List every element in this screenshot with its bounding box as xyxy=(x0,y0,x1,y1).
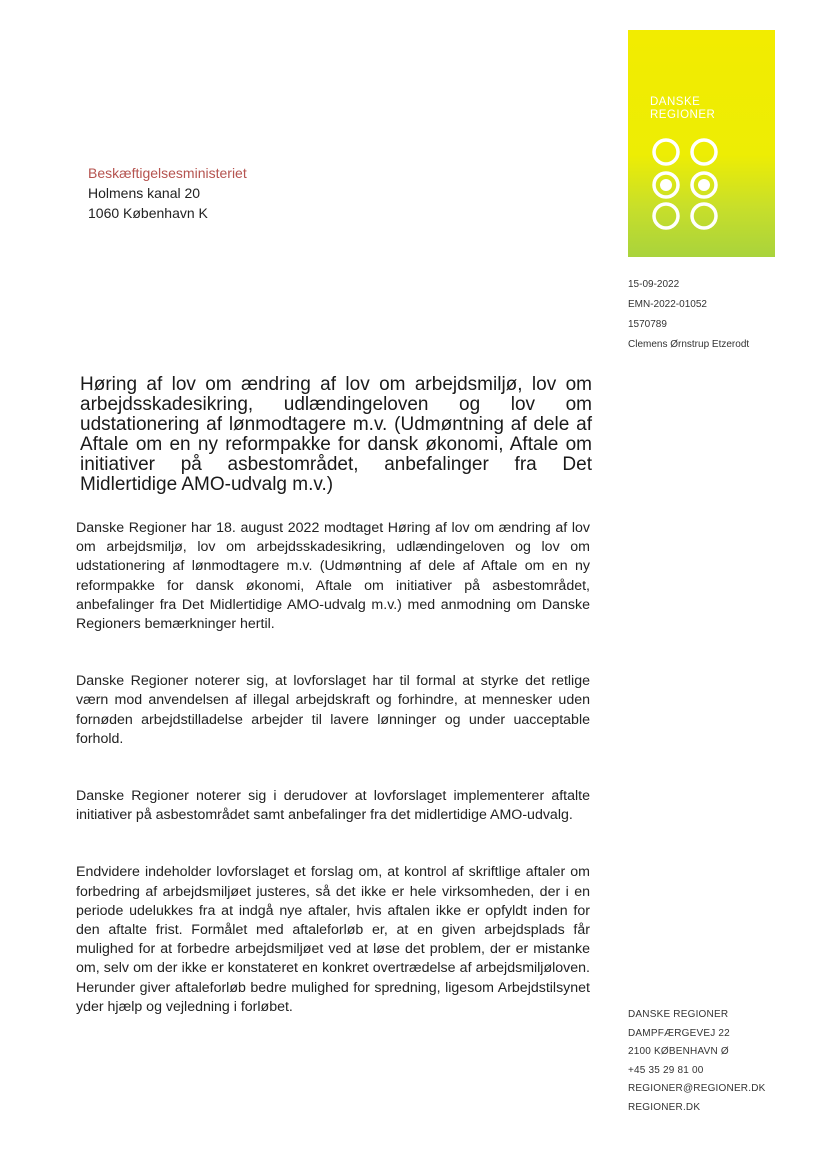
sender-footer xyxy=(628,1006,766,1117)
meta-case-number: EMN-2022-01052 xyxy=(628,299,707,310)
meta-date: 15-09-2022 xyxy=(628,279,680,290)
meta-author: Clemens Ørnstrup Etzerodt xyxy=(628,339,750,350)
logo-circles-icon xyxy=(628,30,775,257)
logo-line-1: DANSKE xyxy=(650,96,701,108)
document-title: Høring af lov om ændring af lov om arbejdsmiljø, lov om arbejdsskadesikring, udlændingeloven og lov om udstationering af lønmodtagere m.v. (Udmøntning af dele af Aftale om en ny reformpakke for dansk økonomi, Aftale om initiativer på asbestområdet, anbefalinger fra Det Midlertidige AMO-udvalg m.v.) xyxy=(80,374,592,495)
meta-document-number: 1570789 xyxy=(628,319,667,330)
footer-street: DAMPFÆRGEVEJ 22 xyxy=(628,1027,730,1039)
footer-web: REGIONER.DK xyxy=(628,1101,701,1113)
footer-org: DANSKE REGIONER xyxy=(628,1009,729,1020)
footer-phone: +45 35 29 81 00 xyxy=(628,1064,704,1076)
body-paragraph: Danske Regioner noterer sig i derudover at lovforslaget implementerer aftalte initiativer på asbestområdet samt anbefalinger fra det midlertidige AMO-udvalg. xyxy=(76,788,590,824)
danske-regioner-logo xyxy=(628,30,775,257)
logo-line-2: REGIONER xyxy=(650,109,716,121)
body-paragraph: Danske Regioner noterer sig, at lovforslaget har til formal at styrke det retlige værn mod anvendelsen af illegal arbejdskraft og forhindre, at mennesker uden fornøden arbejdstilladelse arbejder til lavere lønninger og under uacceptable forhold. xyxy=(76,673,590,747)
footer-email: REGIONER@REGIONER.DK xyxy=(628,1083,766,1094)
document-body xyxy=(76,519,590,1055)
recipient-city: 1060 København K xyxy=(88,205,208,221)
body-paragraph: Endvidere indeholder lovforslaget et forslag om, at kontrol af skriftlige aftaler om forbedring af arbejdsmiljøet justeres, så det ikke er hele virksomheden, der i en periode udelukkes fra at indgå nye aftaler, hvis aftalen ikke er opfyldt inden for den aftalte frist. Formålet med aftaleforløb er, at en given arbejdsplads får mulighed for at forbedre arbejdsmiljøet ved at løse det problem, der er mistanke om, selv om der ikke er konstateret en konkret overtrædelse af arbejdsmiljøloven. Herunder giver aftaleforløb bedre mulighed for spredning, ligesom Arbejdstilsynet yder hjælp og vejledning i forløbet. xyxy=(76,864,590,1015)
body-paragraph: Danske Regioner har 18. august 2022 modtaget Høring af lov om ændring af lov om arbejdsmiljø, lov om arbejdsskadesikring, udlændingeloven og lov om udstationering af lønmodtagere m.v. (Udmøntning af dele af Aftale om en ny reformpakke for dansk økonomi, Aftale om initiativer på asbestområdet, anbefalinger fra Det Midlertidige AMO-udvalg m.v.) med anmodning om Danske Regioners bemærkninger hertil. xyxy=(76,520,590,633)
recipient-ministry: Beskæftigelsesministeriet xyxy=(88,165,247,181)
recipient-address xyxy=(88,163,247,223)
footer-city: 2100 KØBENHAVN Ø xyxy=(628,1046,729,1057)
recipient-street: Holmens kanal 20 xyxy=(88,185,201,201)
document-meta xyxy=(628,275,749,355)
